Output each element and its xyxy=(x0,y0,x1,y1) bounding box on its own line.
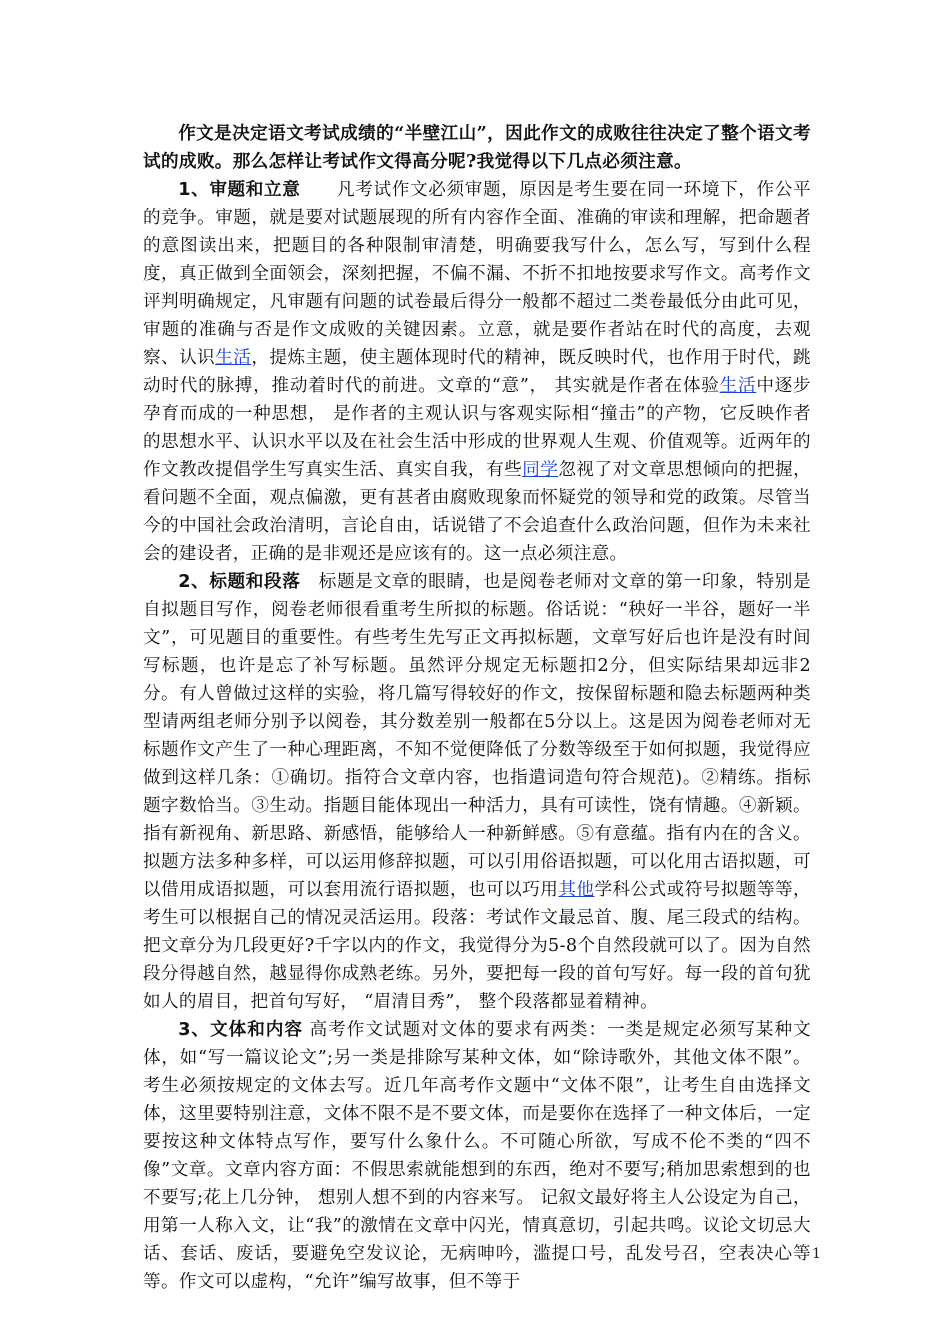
section-2-text-1: 标题是文章的眼睛，也是阅卷老师对文章的第一印象，特别是自拟题目写作，阅卷老师很看重考生所拟的标题。俗话说：“秧好一半谷，题好一半文”，可见题目的重要性。有些考生先写正文再拟标题，文章写好后也许是没有时间写标题，也许是忘了补写标题。虽然评分规定无标题扣2分，但实际结果却远非2分。有人曾做过这样的实验，将几篇写得较好的作文，按保留标题和隐去标题两种类型请两组老师分别予以阅卷，其分数差别一般都在5分以上。这是因为阅卷老师对无标题作文产生了一种心理距离，不知不觉便降低了分数等级至于如何拟题，我觉得应做到这样几条：①确切。指符合文章内容，也指遣词造句符合规范)。②精练。指标题字数恰当。③生动。指题目能体现出一种活力，具有可读性，饶有情趣。④新颖。指有新视角、新思路、新感悟，能够给人一种新鲜感。⑤有意蕴。指有内在的含义。拟题方法多种多样，可以运用修辞拟题，可以引用俗语拟题，可以化用古语拟题，可以借用成语拟题，可以套用流行语拟题，也可以巧用 xyxy=(143,572,811,900)
link-shenghuo-1[interactable]: 生活 xyxy=(215,348,252,368)
section-1-text-4: 忽视了对文章思想倾向的把握，看问题不全面，观点偏激，更有甚者由腐败现象而怀疑党的领导和党的政策。尽管当今的中国社会政治清明，言论自由，话说错了不会追查什么政治问题，但作为未来社会的建设者，正确的是非观还是应该有的。这一点必须注意。 xyxy=(143,460,812,564)
section-1-text-3: 中逐步孕育而成的一种思想， 是作者的主观认识与客观实际相“撞击”的产物，它反映作者的思想水平、认识水平以及在社会生活中形成的世界观人生观、价值观等。近两年的作文教改提倡学生写真实生活、真实自我，有些 xyxy=(143,376,811,480)
link-tongxue[interactable]: 同学 xyxy=(522,460,559,480)
section-1-text-1: 凡考试作文必须审题，原因是考生要在同一环境下，作公平的竞争。审题，就是要对试题展现的所有内容作全面、准确的审读和理解，把命题者的意图读出来，把题目的各种限制审清楚，明确要我写什么，怎么写，写到什么程度，真正做到全面领会，深刻把握，不偏不漏、不折不扣地按要求写作文。高考作文评判明确规定，凡审题有问题的试卷最后得分一般都不超过二类卷最低分由此可见，审题的准确与否是作文成败的关键因素。立意，就是要作者站在时代的高度，去观察、认识 xyxy=(143,180,811,368)
page-number: 1 xyxy=(812,1246,821,1262)
section-3-paragraph xyxy=(143,1016,811,1296)
section-2-text-2: 学科公式或符号拟题等等，考生可以根据自己的情况灵活运用。段落：考试作文最忌首、腹、尾三段式的结构。把文章分为几段更好?千字以内的作文，我觉得分为5-8个自然段就可以了。因为自然段分得越自然，越显得你成熟老练。另外，要把每一段的首句写好。每一段的首句犹如人的眉目，把首句写好， “眉清目秀”， 整个段落都显着精神。 xyxy=(143,880,812,1012)
section-2-paragraph xyxy=(143,568,811,1016)
section-2-heading: 2、标题和段落 xyxy=(178,572,301,592)
link-qita[interactable]: 其他 xyxy=(558,880,595,900)
section-1-text-2: ，提炼主题，使主题体现时代的精神，既反映时代，也作用于时代，跳动时代的脉搏，推动着时代的前进。文章的“意”， 其实就是作者在体验 xyxy=(143,348,812,396)
section-1-heading: 1、审题和立意 xyxy=(178,180,301,200)
section-1-paragraph xyxy=(143,176,811,568)
link-shenghuo-2[interactable]: 生活 xyxy=(719,376,757,396)
section-3-text-1: 高考作文试题对文体的要求有两类：一类是规定必须写某种文体，如“写一篇议论文”;另一类是排除写某种文体，如“除诗歌外，其他文体不限”。考生必须按规定的文体去写。近几年高考作文题中“文体不限”，让考生自由选择文体，这里要特别注意，文体不限不是不要文体，而是要你在选择了一种文体后，一定要按这种文体特点写作，要写什么象什么。不可随心所欲，写成不伦不类的“四不像”文章。文章内容方面：不假思索就能想到的东西，绝对不要写;稍加思索想到的也不要写;花上几分钟， 想别人想不到的内容来写。 记叙文最好将主人公设定为自己，用第一人称入文，让“我”的激情在文章中闪光，情真意切，引起共鸣。议论文切忌大话、套话、废话，要避免空发议论，无病呻吟，滥提口号，乱发号召，空表决心等等。作文可以虚构，“允许”编写故事，但不等于 xyxy=(143,1020,811,1292)
intro-paragraph: 作文是决定语文考试成绩的“半壁江山”，因此作文的成败往往决定了整个语文考试的成败。那么怎样让考试作文得高分呢?我觉得以下几点必须注意。 xyxy=(143,123,811,172)
document-body xyxy=(143,120,811,1296)
section-3-heading: 3、文体和内容 xyxy=(178,1020,303,1040)
